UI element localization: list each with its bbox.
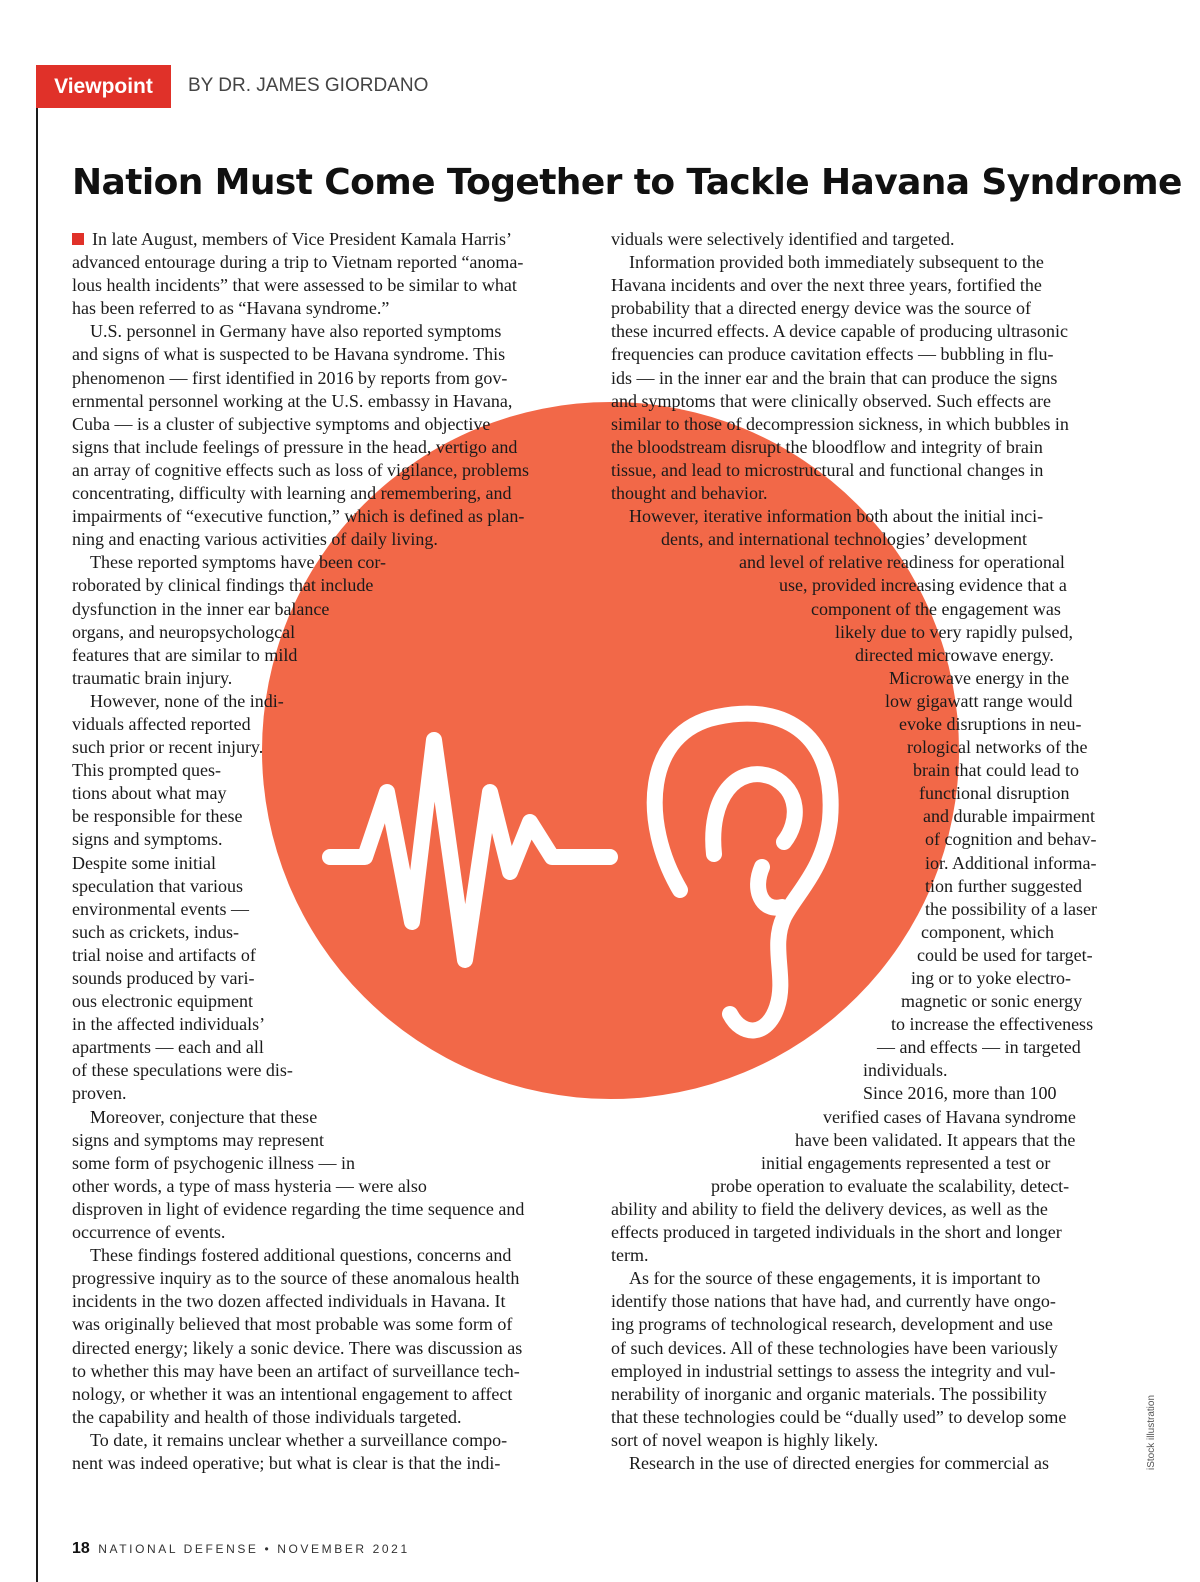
- article-text-line: term.: [611, 1245, 649, 1266]
- section-tag: Viewpoint: [36, 65, 171, 108]
- margin-rule: [36, 108, 38, 1582]
- article-text-line: nerability of inorganic and organic materials. The possibility: [611, 1383, 1047, 1404]
- article-text-line: that these technologies could be “dually used” to develop some: [611, 1406, 1067, 1427]
- article-text-line: phenomenon — first identified in 2016 by reports from gov-: [72, 367, 508, 388]
- article-text-line: component, which: [921, 921, 1054, 942]
- article-text-line: advanced entourage during a trip to Vietnam reported “anoma-: [72, 252, 524, 273]
- article-text-line: of such devices. All of these technologies have been variously: [611, 1337, 1058, 1358]
- article-text-line: dysfunction in the inner ear balance: [72, 598, 330, 619]
- article-text-line: [72, 228, 592, 251]
- article-text-line: such prior or recent injury.: [72, 737, 264, 758]
- article-text-line: In late August, members of Vice President Kamala Harris’: [92, 229, 512, 249]
- article-text-line: component of the engagement was: [811, 598, 1061, 619]
- article-text-line: organs, and neuropsychologcal: [72, 621, 296, 642]
- article-text-line: directed microwave energy.: [855, 644, 1054, 665]
- article-text-line: low gigawatt range would: [885, 690, 1073, 711]
- article-text-line: magnetic or sonic energy: [901, 991, 1083, 1012]
- article-right-column: [611, 228, 1131, 1475]
- article-text-line: individuals.: [863, 1060, 948, 1081]
- article-text-line: have been validated. It appears that the: [795, 1129, 1076, 1150]
- article-text-line: in the affected individuals’: [72, 1014, 266, 1035]
- article-text-line: evoke disruptions in neu-: [899, 713, 1082, 734]
- article-text-line: concentrating, difficulty with learning and remembering, and: [72, 483, 512, 504]
- byline: BY DR. JAMES GIORDANO: [188, 75, 429, 96]
- photo-credit: iStock illustration: [1146, 1394, 1157, 1470]
- article-text-line: tissue, and lead to microstructural and functional changes in: [611, 459, 1044, 480]
- article-text-line: similar to those of decompression sickness, in which bubbles in: [611, 413, 1069, 434]
- article-text-line: ernmental personnel working at the U.S. embassy in Havana,: [72, 390, 513, 411]
- page-footer: [72, 1540, 410, 1558]
- article-text-line: These findings fostered additional questions, concerns and: [90, 1245, 512, 1266]
- article-left-column: [72, 228, 592, 1475]
- article-text-line: These reported symptoms have been cor-: [90, 552, 387, 573]
- article-text-line: the bloodstream disrupt the bloodflow and integrity of brain: [611, 436, 1043, 457]
- article-text-line: and level of relative readiness for operational: [739, 552, 1065, 573]
- article-text-line: and signs of what is suspected to be Havana syndrome. This: [72, 344, 506, 365]
- article-text-line: Cuba — is a cluster of subjective symptoms and objective: [72, 413, 491, 434]
- article-text-line: tions about what may: [72, 783, 227, 804]
- article-text-line: thought and behavior.: [611, 483, 768, 504]
- headline: Nation Must Come Together to Tackle Havana Syndrome: [72, 162, 1182, 203]
- article-text-line: nent was indeed operative; but what is clear is that the indi-: [72, 1452, 501, 1473]
- article-text-line: To date, it remains unclear whether a surveillance compo-: [90, 1429, 508, 1450]
- article-text-line: roborated by clinical findings that include: [72, 575, 374, 596]
- article-text-line: ous electronic equipment: [72, 991, 253, 1012]
- article-text-line: occurrence of events.: [72, 1222, 226, 1243]
- article-text-line: sounds produced by vari-: [72, 968, 255, 988]
- article-text-line: However, none of the indi-: [90, 690, 284, 711]
- article-text-line: to increase the effectiveness: [891, 1014, 1094, 1035]
- article-text-line: sort of novel weapon is highly likely.: [611, 1429, 879, 1450]
- article-text-line: incidents in the two dozen affected individuals in Havana. It: [72, 1291, 506, 1312]
- article-text-line: some form of psychogenic illness — in: [72, 1152, 355, 1173]
- article-text-line: speculation that various: [72, 875, 243, 896]
- article-text-line: However, iterative information both about the initial inci-: [629, 506, 1044, 527]
- article-text-line: verified cases of Havana syndrome: [823, 1106, 1076, 1127]
- article-text-line: signs that include feelings of pressure in the head, vertigo and: [72, 436, 518, 457]
- article-text-line: has been referred to as “Havana syndrome.”: [72, 298, 390, 319]
- article-text-line: As for the source of these engagements, it is important to: [629, 1268, 1041, 1289]
- article-text-line: these incurred effects. A device capable of producing ultrasonic: [611, 321, 1068, 342]
- article-text-line: ing programs of technological research, development and use: [611, 1314, 1053, 1335]
- article-text-line: rological networks of the: [907, 737, 1088, 758]
- article-text-line: functional disruption: [919, 783, 1070, 804]
- article-text-line: dents, and international technologies’ development: [661, 529, 1028, 550]
- article-text-line: lous health incidents” that were assessed to be similar to what: [72, 275, 517, 296]
- article-text-line: viduals were selectively identified and targeted.: [611, 229, 955, 249]
- article-text-line: disproven in light of evidence regarding the time sequence and: [72, 1198, 525, 1219]
- article-text-line: the possibility of a laser: [925, 898, 1097, 919]
- article-text-line: environmental events —: [72, 898, 249, 919]
- article-text-line: probe operation to evaluate the scalability, detect-: [711, 1175, 1070, 1196]
- article-text-line: of these speculations were dis-: [72, 1060, 293, 1081]
- article-text-line: to whether this may have been an artifact of surveillance tech-: [72, 1360, 520, 1381]
- page-number: 18: [72, 1540, 90, 1557]
- article-text-line: proven.: [72, 1083, 127, 1104]
- article-text-line: signs and symptoms.: [72, 829, 223, 850]
- article-text-line: progressive inquiry as to the source of these anomalous health: [72, 1268, 520, 1289]
- article-text-line: use, provided increasing evidence that a: [779, 575, 1067, 596]
- article-text-line: employed in industrial settings to assess the integrity and vul-: [611, 1360, 1056, 1381]
- article-text-line: directed energy; likely a sonic device. There was discussion as: [72, 1337, 523, 1358]
- article-text-line: impairments of “executive function,” which is defined as plan-: [72, 506, 525, 527]
- article-text-line: be responsible for these: [72, 806, 243, 827]
- article-text-line: other words, a type of mass hysteria — were also: [72, 1175, 427, 1196]
- article-text-line: Moreover, conjecture that these: [90, 1106, 318, 1127]
- article-text-line: ability and ability to field the delivery devices, as well as the: [611, 1198, 1048, 1219]
- article-text-line: traumatic brain injury.: [72, 667, 233, 688]
- article-text-line: Havana incidents and over the next three years, fortified the: [611, 275, 1042, 296]
- article-text-line: frequencies can produce cavitation effects — bubbling in flu-: [611, 344, 1054, 365]
- article-text-line: and symptoms that were clinically observed. Such effects are: [611, 390, 1052, 411]
- article-text-line: ing or to yoke electro-: [911, 968, 1071, 988]
- article-text-line: initial engagements represented a test or: [761, 1152, 1051, 1173]
- article-text-line: Microwave energy in the: [889, 667, 1070, 688]
- article-text-line: tion further suggested: [925, 875, 1082, 896]
- article-text-line: features that are similar to mild: [72, 644, 298, 665]
- article-text-line: ior. Additional informa-: [925, 852, 1097, 873]
- article-text-line: and durable impairment: [923, 806, 1095, 827]
- article-text-line: nology, or whether it was an intentional engagement to affect: [72, 1383, 513, 1404]
- article-text-line: such as crickets, indus-: [72, 921, 239, 942]
- article-text-line: apartments — each and all: [72, 1037, 264, 1058]
- article-text-line: an array of cognitive effects such as loss of vigilance, problems: [72, 459, 530, 480]
- article-text-line: trial noise and artifacts of: [72, 944, 256, 965]
- article-text-line: of cognition and behav-: [925, 829, 1097, 850]
- article-text-line: viduals affected reported: [72, 713, 251, 734]
- article-text-line: effects produced in targeted individuals in the short and longer: [611, 1222, 1062, 1243]
- paragraph-marker-icon: [72, 233, 84, 245]
- article-text-line: ning and enacting various activities of daily living.: [72, 529, 438, 550]
- article-text-line: Research in the use of directed energies for commercial as: [629, 1452, 1049, 1473]
- article-text-line: could be used for target-: [917, 944, 1093, 965]
- article-text-line: signs and symptoms may represent: [72, 1129, 324, 1150]
- article-text-line: Since 2016, more than 100: [863, 1083, 1057, 1104]
- article-text-line: — and effects — in targeted: [877, 1037, 1081, 1058]
- publication-line: NATIONAL DEFENSE • NOVEMBER 2021: [98, 1542, 410, 1556]
- article-text-line: likely due to very rapidly pulsed,: [835, 621, 1073, 642]
- article-text-line: identify those nations that have had, and currently have ongo-: [611, 1291, 1056, 1312]
- article-text-line: Information provided both immediately subsequent to the: [629, 252, 1044, 273]
- article-text-line: Despite some initial: [72, 852, 216, 873]
- article-text-line: ids — in the inner ear and the brain that can produce the signs: [611, 367, 1058, 388]
- article-text-line: the capability and health of those individuals targeted.: [72, 1406, 462, 1427]
- article-text-line: was originally believed that most probable was some form of: [72, 1314, 513, 1335]
- article-text-line: probability that a directed energy device was the source of: [611, 298, 1032, 319]
- article-text-line: This prompted ques-: [72, 760, 221, 781]
- article-text-line: U.S. personnel in Germany have also reported symptoms: [90, 321, 502, 342]
- article-text-line: brain that could lead to: [913, 760, 1079, 781]
